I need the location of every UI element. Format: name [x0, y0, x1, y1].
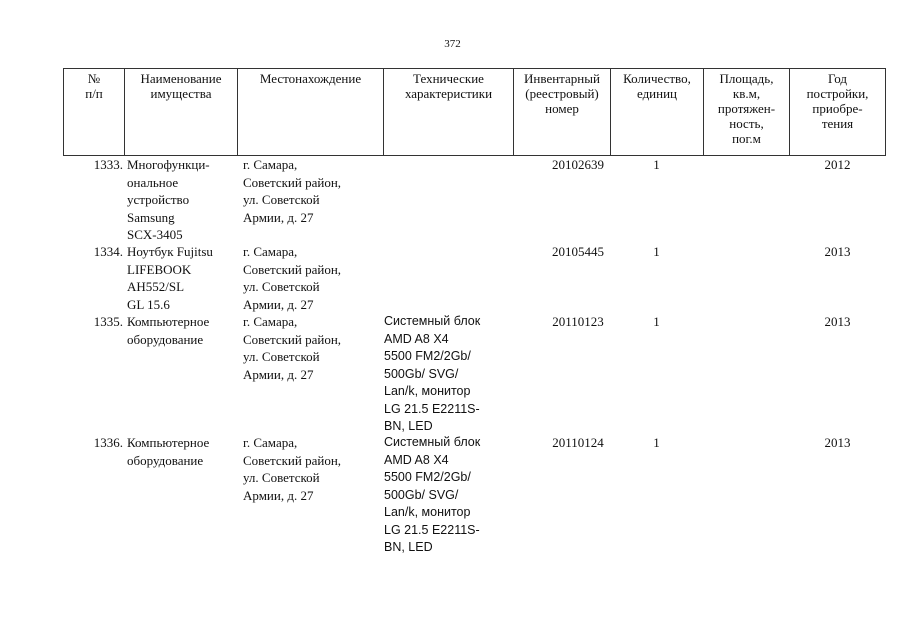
- cell-inv: 20110124: [552, 435, 604, 450]
- cell-year: 2013: [824, 435, 851, 450]
- cell-name: Компьютерное оборудование: [127, 435, 210, 468]
- cell-num: 1336.: [93, 435, 123, 450]
- cell-location: г. Самара, Советский район, ул. Советской Армии, д. 27: [243, 435, 342, 503]
- cell-qty: 1: [653, 435, 660, 450]
- table-row: [63, 243, 886, 313]
- cell-year: 2013: [824, 314, 851, 329]
- cell-name: Многофункци- ональное устройство Samsung SCX-3405: [127, 157, 210, 242]
- table-row: [63, 156, 886, 243]
- page-number: 372: [444, 38, 461, 50]
- table-row: [63, 434, 886, 559]
- cell-location: г. Самара, Советский район, ул. Советской Армии, д. 27: [243, 244, 342, 312]
- cell-num: 1335.: [93, 314, 123, 329]
- header-qty: Количество, единиц: [611, 69, 704, 155]
- cell-num: 1334.: [93, 244, 123, 259]
- cell-qty: 1: [653, 314, 660, 329]
- cell-name: Компьютерное оборудование: [127, 314, 210, 347]
- header-num: № п/п: [64, 69, 125, 155]
- cell-inv: 20110123: [552, 314, 604, 329]
- header-tech: Технические характеристики: [384, 69, 514, 155]
- header-inv: Инвентарный (реестровый) номер: [514, 69, 611, 155]
- cell-qty: 1: [653, 244, 660, 259]
- table-header: [63, 68, 886, 156]
- cell-location: г. Самара, Советский район, ул. Советской Армии, д. 27: [243, 157, 342, 225]
- cell-tech: Системный блок AMD A8 X4 5500 FM2/2Gb/ 500Gb/ SVG/ Lan/k, монитор LG 21.5 E2211S- BN, LED: [384, 314, 481, 433]
- cell-year: 2012: [824, 157, 851, 172]
- table-body: [63, 156, 886, 559]
- header-location: Местонахождение: [238, 69, 384, 155]
- table-row: [63, 313, 886, 434]
- header-area: Площадь, кв.м, протяжен- ность, пог.м: [704, 69, 790, 155]
- cell-inv: 20102639: [552, 157, 604, 172]
- cell-tech: Системный блок AMD A8 X4 5500 FM2/2Gb/ 500Gb/ SVG/ Lan/k, монитор LG 21.5 E2211S- BN, LED: [384, 435, 481, 554]
- cell-location: г. Самара, Советский район, ул. Советской Армии, д. 27: [243, 314, 342, 382]
- header-year: Год постройки, приобре- тения: [790, 69, 886, 155]
- cell-name: Ноутбук Fujitsu LIFEBOOK AH552/SL GL 15.6: [127, 244, 213, 312]
- cell-num: 1333.: [93, 157, 123, 172]
- header-name: Наименование имущества: [125, 69, 238, 155]
- cell-year: 2013: [824, 244, 851, 259]
- cell-inv: 20105445: [552, 244, 604, 259]
- cell-qty: 1: [653, 157, 660, 172]
